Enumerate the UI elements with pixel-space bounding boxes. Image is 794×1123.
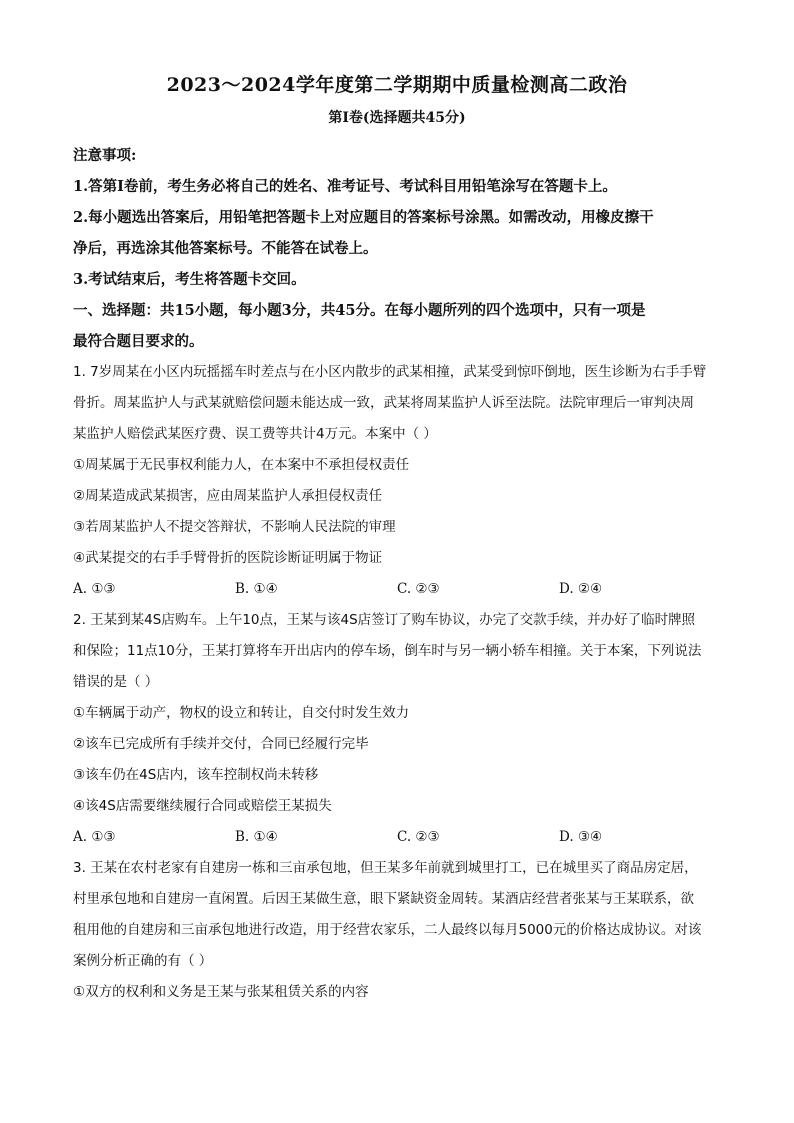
question-stem-line: 某监护人赔偿武某医疗费、误工费等共计4万元。本案中（ ） bbox=[73, 426, 437, 442]
question-stem-line: 3. 王某在农村老家有自建房一栋和三亩承包地，但王某多年前就到城里打工，已在城里买了商品房定居， bbox=[73, 860, 698, 876]
question-stem-line: 和保险；11点10分，王某打算将车开出店内的停车场，倒车时与另一辆小轿车相撞。关于本案，下列说法 bbox=[73, 643, 702, 659]
statement-option: ②周某造成武某损害，应由周某监护人承担侵权责任 bbox=[73, 488, 383, 504]
note-item: 净后，再选涂其他答案标号。不能答在试卷上。 bbox=[73, 240, 378, 257]
statement-option: ①双方的权利和义务是王某与张某租赁关系的内容 bbox=[73, 984, 369, 1000]
answer-choices bbox=[73, 822, 723, 853]
choice-a: A. ①③ bbox=[73, 829, 116, 845]
choice-d: D. ③④ bbox=[559, 829, 603, 845]
question-3 bbox=[73, 853, 723, 1008]
question-stem-line: 1. 7岁周某在小区内玩摇摇车时差点与在小区内散步的武某相撞，武某受到惊吓倒地，医生诊断为右手手臂 bbox=[73, 364, 707, 380]
question-stem-line: 骨折。周某监护人与武某就赔偿问题未能达成一致，武某将周某监护人诉至法院。法院审理后一审判决周 bbox=[73, 395, 694, 411]
statement-option: ③该车仍在4S店内，该车控制权尚未转移 bbox=[73, 767, 319, 783]
choice-c: C. ②③ bbox=[397, 581, 440, 597]
note-item: 2.每小题选出答案后，用铅笔把答题卡上对应题目的答案标号涂黑。如需改动，用橡皮擦干 bbox=[73, 209, 654, 226]
statement-option: ①周某属于无民事权利能力人，在本案中不承担侵权责任 bbox=[73, 457, 410, 473]
question-2 bbox=[73, 605, 723, 853]
exam-body bbox=[73, 140, 723, 1008]
choice-b: B. ①④ bbox=[235, 829, 278, 845]
statement-option: ④武某提交的右手手臂骨折的医院诊断证明属于物证 bbox=[73, 550, 383, 566]
exam-title: 2023～2024学年度第二学期期中质量检测高二政治 bbox=[166, 74, 628, 96]
note-item: 3.考试结束后，考生将答题卡交回。 bbox=[73, 271, 306, 288]
section-title: 第Ⅰ卷(选择题共45分) bbox=[328, 110, 466, 126]
question-stem-line: 案例分析正确的有（ ） bbox=[73, 953, 213, 969]
choice-b: B. ①④ bbox=[235, 581, 278, 597]
choice-d: D. ②④ bbox=[559, 581, 603, 597]
statement-option: ②该车已完成所有手续并交付，合同已经履行完毕 bbox=[73, 736, 369, 752]
question-stem-line: 2. 王某到某4S店购车。上午10点，王某与该4S店签订了购车协议，办完了交款手续，并办好了临时牌照 bbox=[73, 612, 696, 628]
choice-c: C. ②③ bbox=[397, 829, 440, 845]
notes-heading: 注意事项: bbox=[73, 147, 137, 164]
statement-option: ④该4S店需要继续履行合同或赔偿王某损失 bbox=[73, 798, 332, 814]
question-stem-line: 错误的是（ ） bbox=[73, 674, 159, 690]
note-item: 1.答第Ⅰ卷前，考生务必将自己的姓名、准考证号、考试科目用铅笔涂写在答题卡上。 bbox=[73, 178, 617, 195]
choice-a: A. ①③ bbox=[73, 581, 116, 597]
question-stem-line: 租用他的自建房和三亩承包地进行改造，用于经营农家乐，二人最终以每月5000元的价格达成协议。对该 bbox=[73, 922, 702, 938]
answer-choices bbox=[73, 574, 723, 605]
statement-option: ③若周某监护人不提交答辩状，不影响人民法院的审理 bbox=[73, 519, 396, 535]
statement-option: ①车辆属于动产，物权的设立和转让，自交付时发生效力 bbox=[73, 705, 410, 721]
question-1 bbox=[73, 357, 723, 605]
question-stem-line: 村里承包地和自建房一直闲置。后因王某做生意，眼下紧缺资金周转。某酒店经营者张某与王某联系，欲 bbox=[73, 891, 694, 907]
part1-heading: 一、选择题：共15小题，每小题3分，共45分。在每小题所列的四个选项中，只有一项是 bbox=[73, 302, 646, 319]
part1-heading-cont: 最符合题目要求的。 bbox=[73, 333, 204, 350]
